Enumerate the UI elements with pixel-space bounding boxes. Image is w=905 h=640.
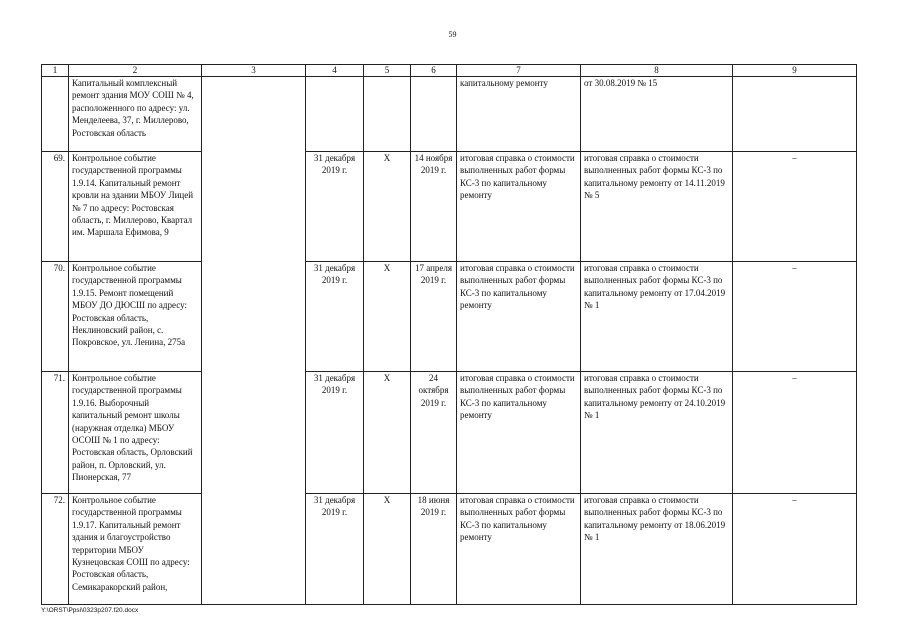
table-row bbox=[42, 494, 857, 605]
result-text: итоговая справка о стоимости выполненных работ формы КС-3 по капитальному ремонту bbox=[457, 372, 581, 494]
table-row-continued bbox=[42, 77, 857, 152]
table-row bbox=[42, 262, 857, 372]
col-header: 3 bbox=[202, 65, 306, 77]
result-text: капитальному ремонту bbox=[457, 77, 581, 152]
x-mark: X bbox=[364, 494, 411, 605]
note-cell bbox=[733, 77, 857, 152]
fact-date: 24 октября 2019 г. bbox=[411, 372, 457, 494]
row-number: 71. bbox=[42, 372, 69, 494]
document-text: итоговая справка о стоимости выполненных работ формы КС-3 по капитальному ремонту от 24.10.2019 № 1 bbox=[581, 372, 733, 494]
event-description: Контрольное событие государственной программы 1.9.15. Ремонт помещений МБОУ ДО ДЮСШ по адресу: Ростовская область, Неклиновский район, с. Покровское, ул. Ленина, 275а bbox=[69, 262, 202, 372]
row-number: 72. bbox=[42, 494, 69, 605]
col-header: 9 bbox=[733, 65, 857, 77]
event-description: Капитальный комплексный ремонт здания МОУ СОШ № 4, расположенного по адресу: ул. Менделеева, 37, г. Миллерово, Ростовская область bbox=[69, 77, 202, 152]
x-mark: X bbox=[364, 152, 411, 262]
col-header: 7 bbox=[457, 65, 581, 77]
plan-date: 31 декабря 2019 г. bbox=[306, 372, 364, 494]
row-number: 69. bbox=[42, 152, 69, 262]
row-number-cell bbox=[42, 77, 69, 152]
result-text: итоговая справка о стоимости выполненных работ формы КС-3 по капитальному ремонту bbox=[457, 262, 581, 372]
col-header: 5 bbox=[364, 65, 411, 77]
document-text: итоговая справка о стоимости выполненных работ формы КС-3 по капитальному ремонту от 18.06.2019 № 1 bbox=[581, 494, 733, 605]
event-description: Контрольное событие государственной программы 1.9.14. Капитальный ремонт кровли на здании МБОУ Лицей № 7 по адресу: Ростовская область, г. Миллерово, Квартал им. Маршала Ефимова, 9 bbox=[69, 152, 202, 262]
page-number: 59 bbox=[448, 30, 457, 39]
responsible-cell bbox=[202, 77, 306, 605]
document-text: от 30.08.2019 № 15 bbox=[581, 77, 733, 152]
fact-date: 17 апреля 2019 г. bbox=[411, 262, 457, 372]
file-path-footer: Y:\ORST\Ppsi\0323p207.f20.docx bbox=[41, 607, 139, 614]
result-text: итоговая справка о стоимости выполненных работ формы КС-3 по капитальному ремонту bbox=[457, 494, 581, 605]
table-row bbox=[42, 152, 857, 262]
x-mark: X bbox=[364, 372, 411, 494]
col-header: 6 bbox=[411, 65, 457, 77]
plan-date: 31 декабря 2019 г. bbox=[306, 152, 364, 262]
note-cell: – bbox=[733, 152, 857, 262]
event-description: Контрольное событие государственной программы 1.9.17. Капитальный ремонт здания и благоустройство территории МБОУ Кузнецовская СОШ по адресу: Ростовская область, Семикаракорский район, bbox=[69, 494, 202, 605]
x-mark bbox=[364, 77, 411, 152]
result-text: итоговая справка о стоимости выполненных работ формы КС-3 по капитальному ремонту bbox=[457, 152, 581, 262]
document-text: итоговая справка о стоимости выполненных работ формы КС-3 по капитальному ремонту от 17.04.2019 № 1 bbox=[581, 262, 733, 372]
plan-date: 31 декабря 2019 г. bbox=[306, 494, 364, 605]
row-number: 70. bbox=[42, 262, 69, 372]
table-row bbox=[42, 372, 857, 494]
column-number-row bbox=[42, 65, 857, 77]
x-mark: X bbox=[364, 262, 411, 372]
col-header: 4 bbox=[306, 65, 364, 77]
fact-date bbox=[411, 77, 457, 152]
col-header: 1 bbox=[42, 65, 69, 77]
fact-date: 18 июня 2019 г. bbox=[411, 494, 457, 605]
note-cell: – bbox=[733, 372, 857, 494]
note-cell: – bbox=[733, 494, 857, 605]
plan-date: 31 декабря 2019 г. bbox=[306, 262, 364, 372]
plan-date bbox=[306, 77, 364, 152]
col-header: 8 bbox=[581, 65, 733, 77]
note-cell: – bbox=[733, 262, 857, 372]
event-description: Контрольное событие государственной программы 1.9.16. Выборочный капитальный ремонт школы (наружная отделка) МБОУ ОСОШ № 1 по адресу: Ростовская область, Орловский район, п. Орловский, ул. Пионерская, 77 bbox=[69, 372, 202, 494]
col-header: 2 bbox=[69, 65, 202, 77]
fact-date: 14 ноября 2019 г. bbox=[411, 152, 457, 262]
document-text: итоговая справка о стоимости выполненных работ формы КС-3 по капитальному ремонту от 14.11.2019 № 5 bbox=[581, 152, 733, 262]
report-table bbox=[41, 64, 857, 605]
